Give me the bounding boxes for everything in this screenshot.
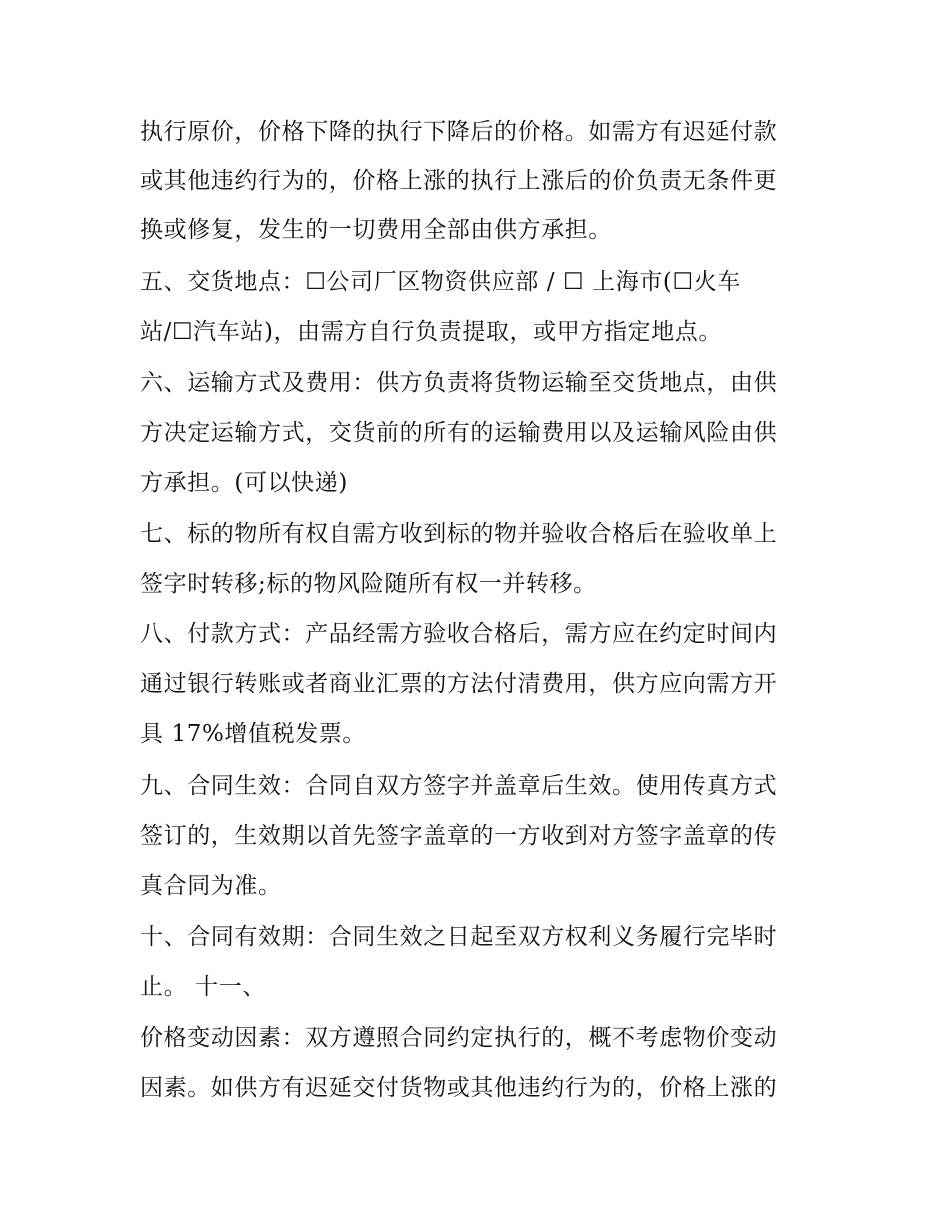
ownership-line: 七、标的物所有权自需方收到标的物并验收合格后在验收单上 [140, 521, 778, 547]
text-line: 方承担。(可以快递) [140, 470, 348, 496]
transport-line: 六、运输方式及费用：供方负责将货物运输至交货地点，由供 [140, 370, 778, 396]
text-line: 站/☐汽车站)，由需方自行负责提取，或甲方指定地点。 [140, 319, 722, 345]
text-line: 真合同为准。 [140, 873, 282, 899]
text-line: 换或修复，发生的一切费用全部由供方承担。 [140, 217, 612, 243]
price-change-line: 价格变动因素：双方遵照合同约定执行的，概不考虑物价变动 [140, 1025, 778, 1051]
payment-line: 八、付款方式：产品经需方验收合格后，需方应在约定时间内 [140, 621, 778, 647]
text-line: 签订的，生效期以首先签字盖章的一方收到对方签字盖章的传 [140, 823, 778, 849]
validity-line: 十、合同有效期：合同生效之日起至双方权利义务履行完毕时 [140, 924, 778, 950]
text-line: 具 17%增值税发票。 [140, 721, 367, 747]
delivery-location-line: 五、交货地点：☐公司厂区物资供应部 / ☐ 上海市(☐火车 [140, 269, 741, 295]
text-line: 止。 十一、 [140, 974, 266, 1000]
text-line: 因素。如供方有迟延交付货物或其他违约行为的，价格上涨的 [140, 1075, 778, 1101]
text-line: 执行原价，价格下降的执行下降后的价格。如需方有迟延付款 [140, 119, 778, 145]
text-line: 通过银行转账或者商业汇票的方法付清费用，供方应向需方开 [140, 671, 778, 697]
text-line: 或其他违约行为的，价格上涨的执行上涨后的价负责无条件更 [140, 168, 778, 194]
effectiveness-line: 九、合同生效：合同自双方签字并盖章后生效。使用传真方式 [140, 773, 778, 799]
text-line: 方决定运输方式，交货前的所有的运输费用以及运输风险由供 [140, 420, 778, 446]
text-line: 签字时转移;标的物风险随所有权一并转移。 [140, 571, 597, 597]
